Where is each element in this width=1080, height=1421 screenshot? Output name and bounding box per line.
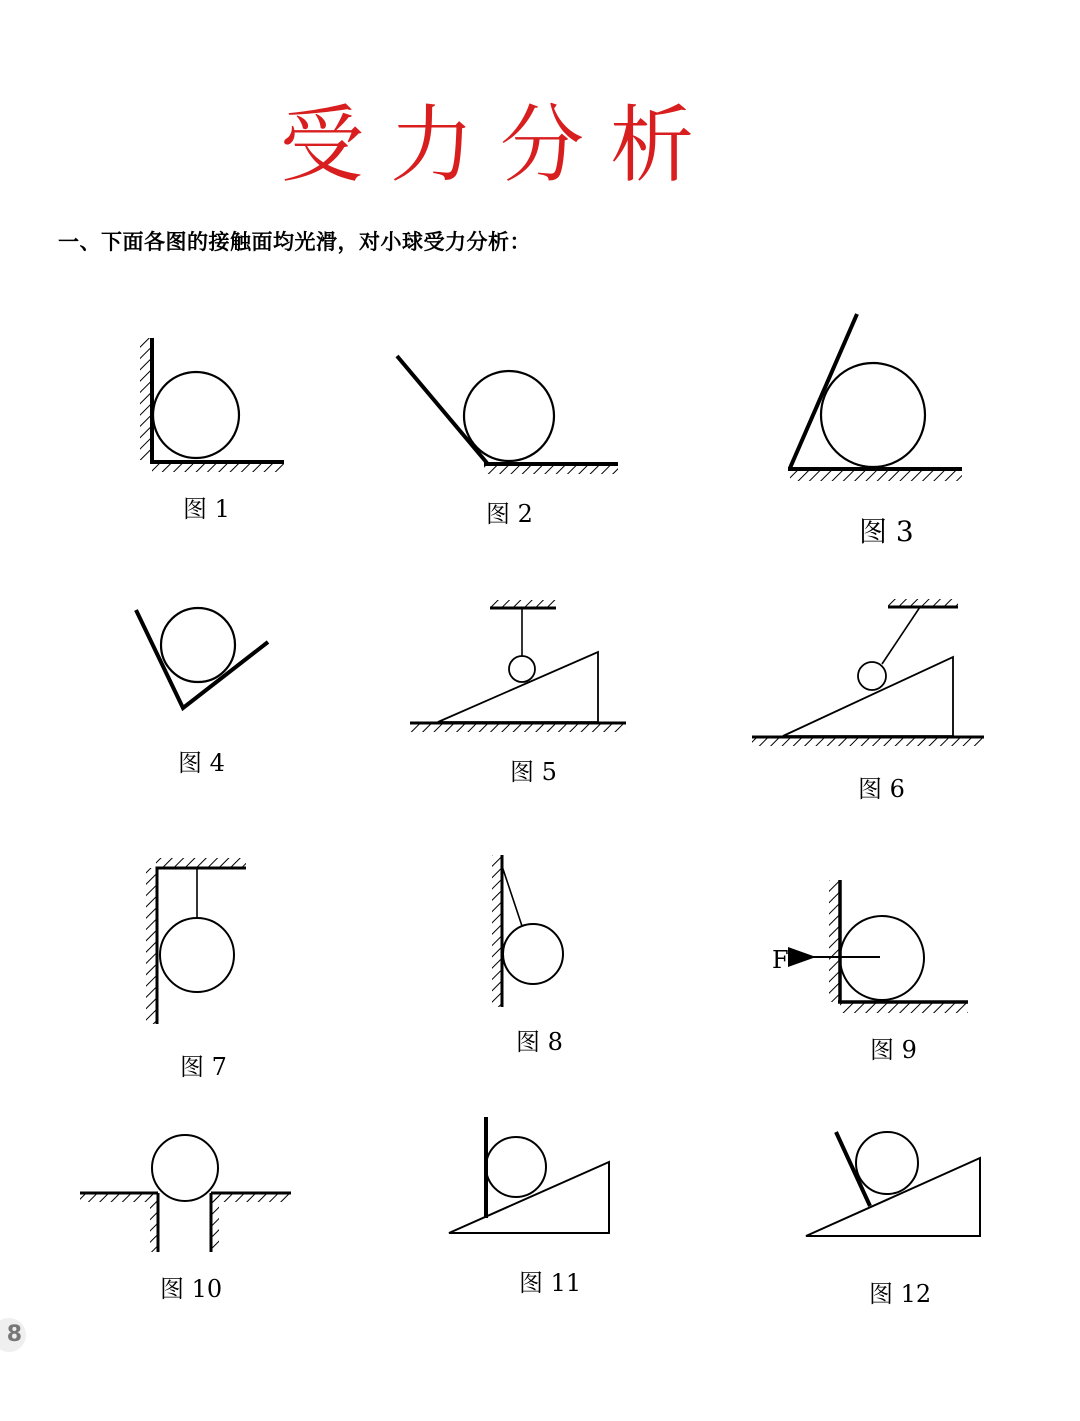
figure-11-caption: 图 11 bbox=[519, 1269, 582, 1297]
figure-6-caption: 图 6 bbox=[858, 775, 905, 803]
figure-2-caption: 图 2 bbox=[486, 500, 533, 528]
figure-4-caption: 图 4 bbox=[178, 749, 225, 777]
figure-5-diagram bbox=[410, 600, 626, 732]
instruction-text: 一、下面各图的接触面均光滑，对小球受力分析： bbox=[58, 229, 531, 254]
figure-11-diagram bbox=[449, 1117, 609, 1233]
figure-6-diagram bbox=[752, 599, 984, 746]
figure-10-diagram bbox=[80, 1135, 291, 1252]
force-label: F bbox=[772, 946, 789, 974]
figure-5-caption: 图 5 bbox=[510, 758, 557, 786]
figure-3-diagram bbox=[780, 308, 962, 481]
page-number-badge: 8 bbox=[0, 1318, 26, 1352]
page-title: 受力分析 bbox=[279, 96, 720, 194]
figure-12-caption: 图 12 bbox=[869, 1280, 932, 1308]
figure-8-caption: 图 8 bbox=[516, 1028, 563, 1056]
figure-12-diagram bbox=[806, 1132, 980, 1236]
figure-2-diagram bbox=[388, 356, 618, 474]
figure-9-caption: 图 9 bbox=[870, 1036, 917, 1064]
figure-4-diagram bbox=[128, 606, 272, 716]
figure-1-diagram bbox=[140, 338, 284, 472]
figure-1-caption: 图 1 bbox=[183, 495, 230, 523]
figure-8-diagram bbox=[492, 855, 563, 1007]
figure-7-caption: 图 7 bbox=[180, 1053, 227, 1081]
figure-7-diagram bbox=[146, 858, 246, 1024]
figure-3-caption: 图 3 bbox=[859, 515, 914, 548]
figure-10-caption: 图 10 bbox=[160, 1275, 223, 1303]
figure-9-diagram bbox=[812, 880, 968, 1013]
